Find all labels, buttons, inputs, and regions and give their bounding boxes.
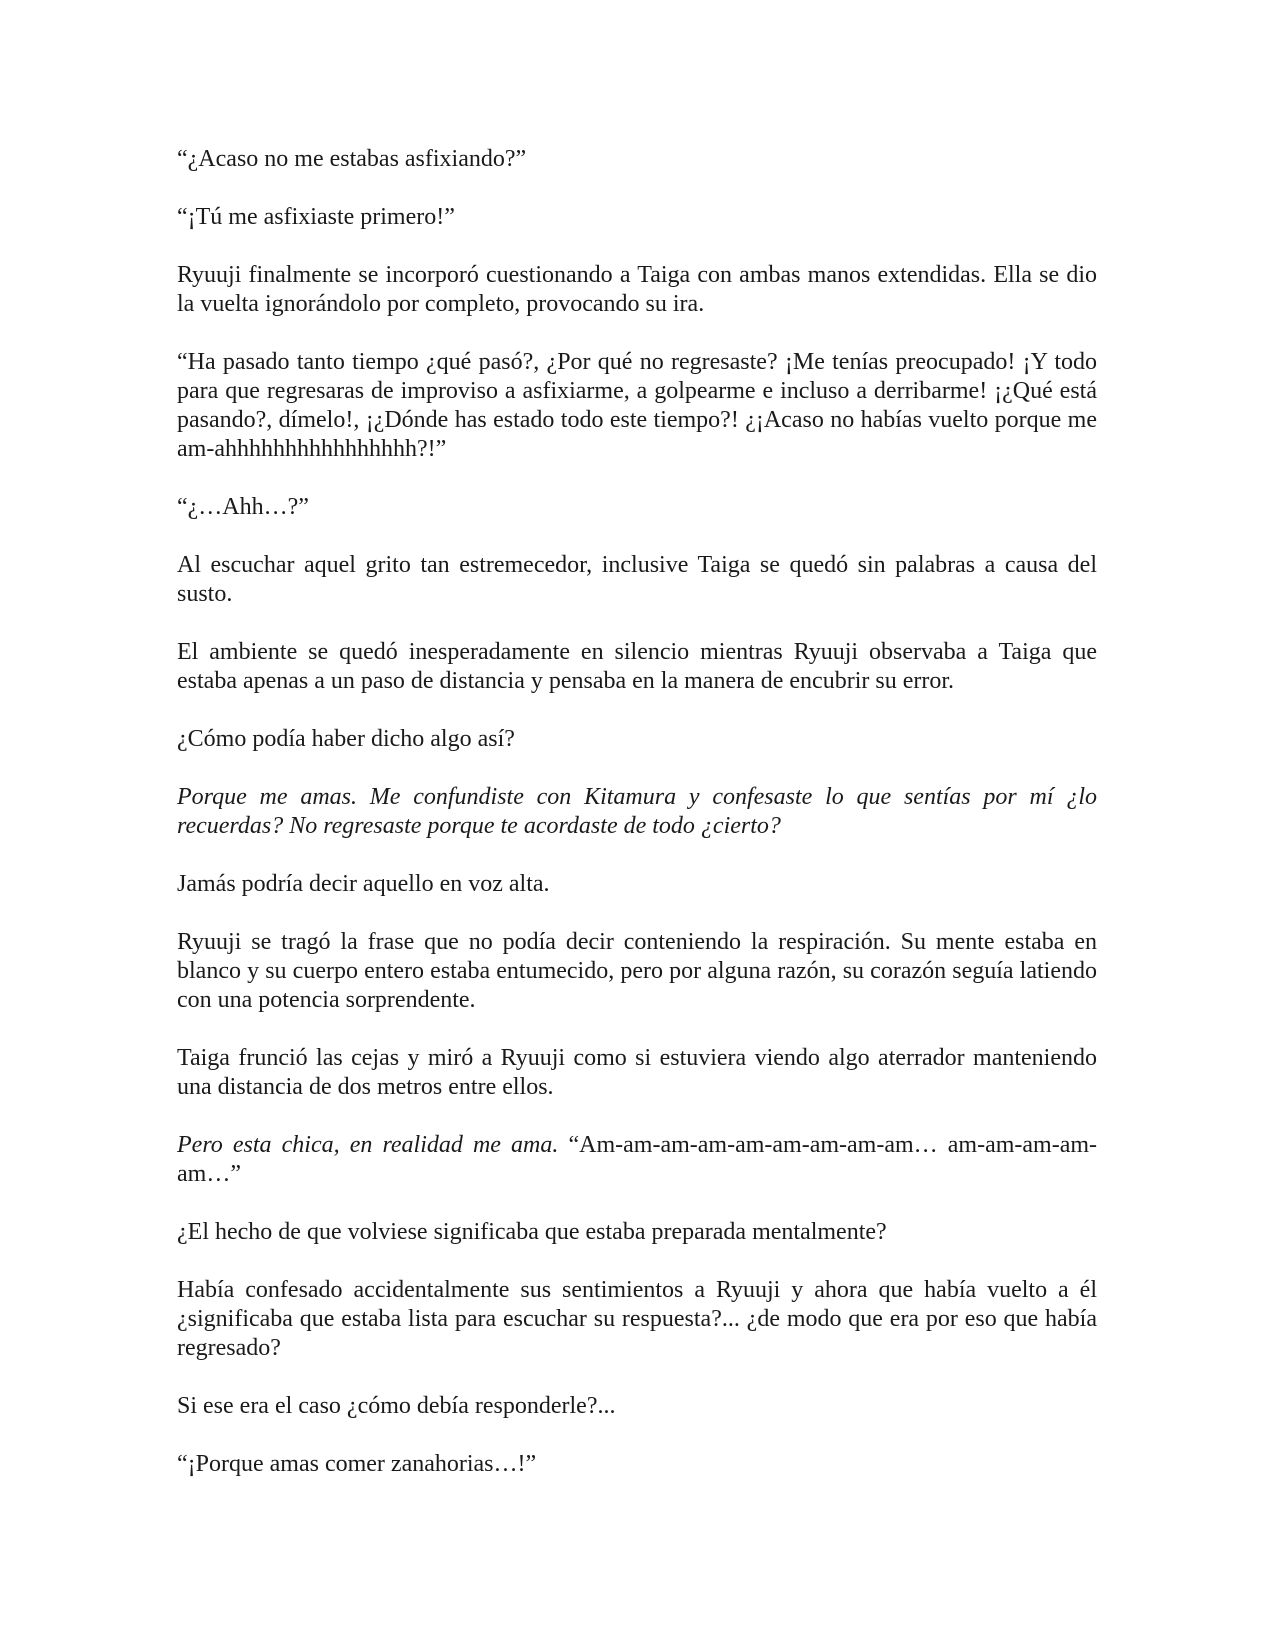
dialogue-paragraph: “Ha pasado tanto tiempo ¿qué pasó?, ¿Por qué no regresaste? ¡Me tenías preocupado! ¡Y todo para que regresaras de improviso a asfixiarme, a golpearme e incluso a derribarme! ¡¿Qué está pasando?, dímelo!, ¡¿Dónde has estado todo este tiempo?! ¿¡Acaso no habías vuelto porque me am-ahhhhhhhhhhhhhhhh?!” <box>177 349 1097 462</box>
dialogue-line: “¡Porque amas comer zanahorias…!” <box>177 1451 537 1477</box>
narration-paragraph: ¿El hecho de que volviese significaba que estaba preparada mentalmente? <box>177 1219 887 1245</box>
narration-paragraph: Al escuchar aquel grito tan estremecedor, inclusive Taiga se quedó sin palabras a causa del susto. <box>177 552 1097 607</box>
narration-paragraph: Si ese era el caso ¿cómo debía responderle?... <box>177 1393 616 1419</box>
narration-paragraph: Ryuuji se tragó la frase que no podía decir conteniendo la respiración. Su mente estaba en blanco y su cuerpo entero estaba entumecido, pero por alguna razón, su corazón seguía latiendo con una potencia sorprendente. <box>177 929 1097 1013</box>
narration-paragraph: Había confesado accidentalmente sus sentimientos a Ryuuji y ahora que había vuelto a él ¿significaba que estaba lista para escuchar su respuesta?... ¿de modo que era por eso que había regresado? <box>177 1277 1097 1361</box>
narration-paragraph: Ryuuji finalmente se incorporó cuestionando a Taiga con ambas manos extendidas. Ella se dio la vuelta ignorándolo por completo, provocando su ira. <box>177 262 1097 317</box>
narration-paragraph: ¿Cómo podía haber dicho algo así? <box>177 726 515 752</box>
narration-paragraph: El ambiente se quedó inesperadamente en silencio mientras Ryuuji observaba a Taiga que estaba apenas a un paso de distancia y pensaba en la manera de encubrir su error. <box>177 639 1097 694</box>
mixed-paragraph <box>177 1131 1097 1189</box>
dialogue-line: “¿…Ahh…?” <box>177 494 309 520</box>
narration-paragraph: Jamás podría decir aquello en voz alta. <box>177 871 550 897</box>
dialogue-text: “Am-am-am-am-am-am-am-am-am… am-am-am-am-am…” <box>177 1132 1097 1187</box>
dialogue-line: “¿Acaso no me estabas asfixiando?” <box>177 146 527 172</box>
inner-thought-text: Pero esta chica, en realidad me ama. <box>177 1132 559 1158</box>
page-body <box>177 145 1097 1508</box>
inner-thought-paragraph: Porque me amas. Me confundiste con Kitamura y confesaste lo que sentías por mí ¿lo recuerdas? No regresaste porque te acordaste de todo ¿cierto? <box>177 784 1097 839</box>
narration-paragraph: Taiga frunció las cejas y miró a Ryuuji como si estuviera viendo algo aterrador manteniendo una distancia de dos metros entre ellos. <box>177 1045 1097 1100</box>
dialogue-line: “¡Tú me asfixiaste primero!” <box>177 204 455 230</box>
